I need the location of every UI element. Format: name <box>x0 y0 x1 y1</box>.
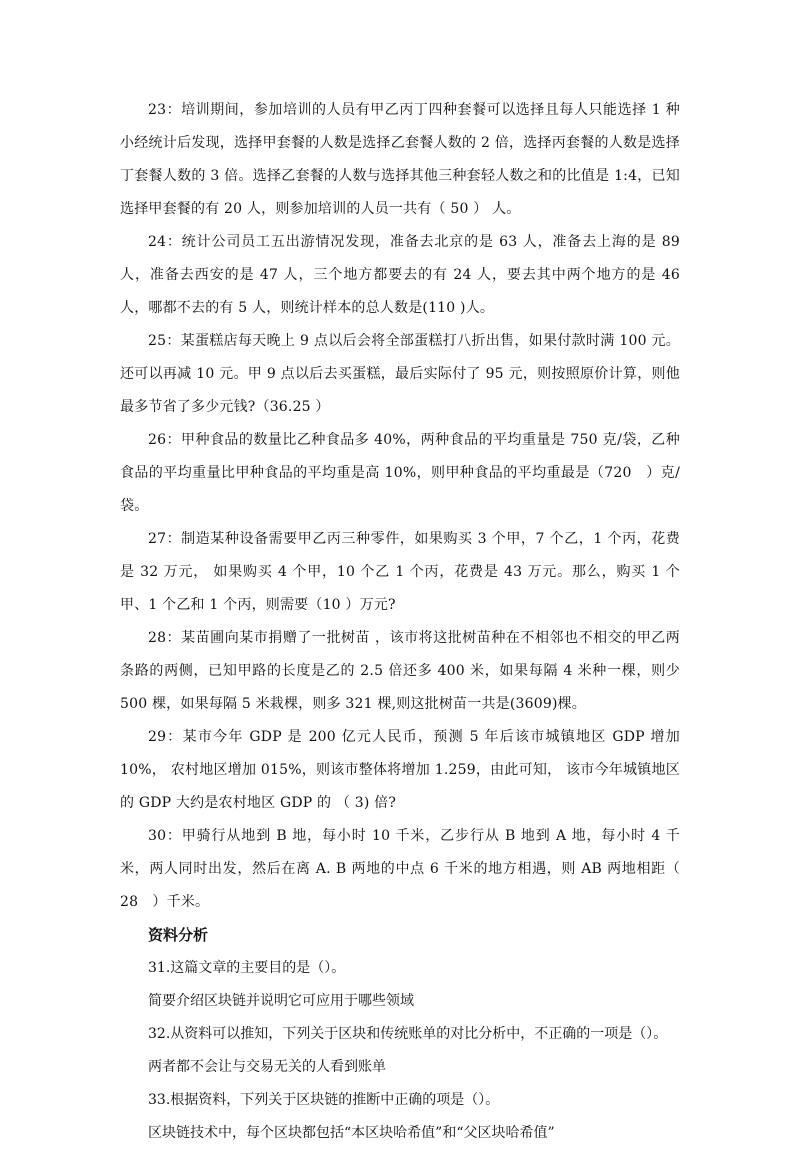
section-heading: 资料分析 <box>148 926 209 944</box>
answer-33: 区块链技术中，每个区块都包括“本区块哈希值”和“父区块哈希值” <box>148 1125 555 1141</box>
document-body <box>120 94 695 1150</box>
question-29: 29：某市今年 GDP 是 200 亿元人民币，预测 5 年后该市城镇地区 GDP 增加 10%， 农村地区增加 015%，则该市整体将增加 1.259，由此可知， 该市今年城镇地区的 GDP 大约是农村地区 GDP 的 （ 3) 倍? <box>120 729 680 811</box>
question-24: 24：统计公司员工五出游情况发现，准备去北京的是 63 人，准备去上海的是 89 人，准备去西安的是 47 人，三个地方都要去的有 24 人，要去其中两个地方的是 46 人，哪都不去的有 5 人，则统计样本的总人数是(110 )人。 <box>120 234 680 316</box>
question-27: 27：制造某种设备需要甲乙丙三种零件，如果购买 3 个甲，7 个乙，1 个丙，花费是 32 万元， 如果购买 4 个甲，10 个乙 1 个丙，花费是 43 万元。那么，购买 1 个甲、1 个乙和 1 个丙，则需要（10 ）万元? <box>120 531 680 613</box>
question-32: 32.从资料可以推知，下列关于区块和传统账单的对比分析中，不正确的一项是（）。 <box>148 1026 668 1042</box>
question-26: 26：甲种食品的数量比乙种食品多 40%，两种食品的平均重量是 750 克/袋，乙种食品的平均重量比甲种食品的平均重是高 10%，则甲种食品的平均重最是（720 ）克/袋。 <box>120 432 680 514</box>
answer-32: 两者都不会让与交易无关的人看到账单 <box>148 1059 386 1075</box>
question-30: 30：甲骑行从地到 B 地，每小时 10 千米，乙步行从 B 地到 A 地，每小时 4 千米，两人同时出发，然后在离 A. B 两地的中点 6 千米的地方相遇，则 AB 两地相距（ 28 ）千米。 <box>120 828 695 910</box>
question-23: 23：培训期间，参加培训的人员有甲乙丙丁四种套餐可以选择且每人只能选择 1 种小经统计后发现，选择甲套餐的人数是选择乙套餐人数的 2 倍，选择丙套餐的人数是选择丁套餐人数的 3 倍。选择乙套餐的人数与选择其他三种套轻人数之和的比值是 1:4，已知选择甲套餐的有 20 人，则参加培训的人员一共有（ 50 ） 人。 <box>120 102 680 217</box>
question-33: 33.根据资料，下列关于区块链的推断中正确的项是（）。 <box>148 1092 500 1108</box>
answer-31: 简要介绍区块链并说明它可应用于哪些领域 <box>148 993 414 1009</box>
question-25: 25：某蛋糕店每天晚上 9 点以后会将全部蛋糕打八折出售，如果付款时满 100 元。还可以再减 10 元。甲 9 点以后去买蛋糕，最后实际付了 95 元，则按照原价计算，则他最多节省了多少元钱?（36.25 ） <box>120 333 680 415</box>
question-28: 28：某苗圃向某市捐赠了一批树苗 ，该市将这批树苗种在不相邻也不相交的甲乙两条路的两侧，已知甲路的长度是乙的 2.5 倍还多 400 米，如果每隔 4 米种一棵，则少 500 棵，如果每隔 5 米栽棵，则多 321 棵,则这批树苗一共是(3609)棵。 <box>120 630 680 712</box>
question-31: 31.这篇文章的主要目的是（）。 <box>148 960 346 976</box>
